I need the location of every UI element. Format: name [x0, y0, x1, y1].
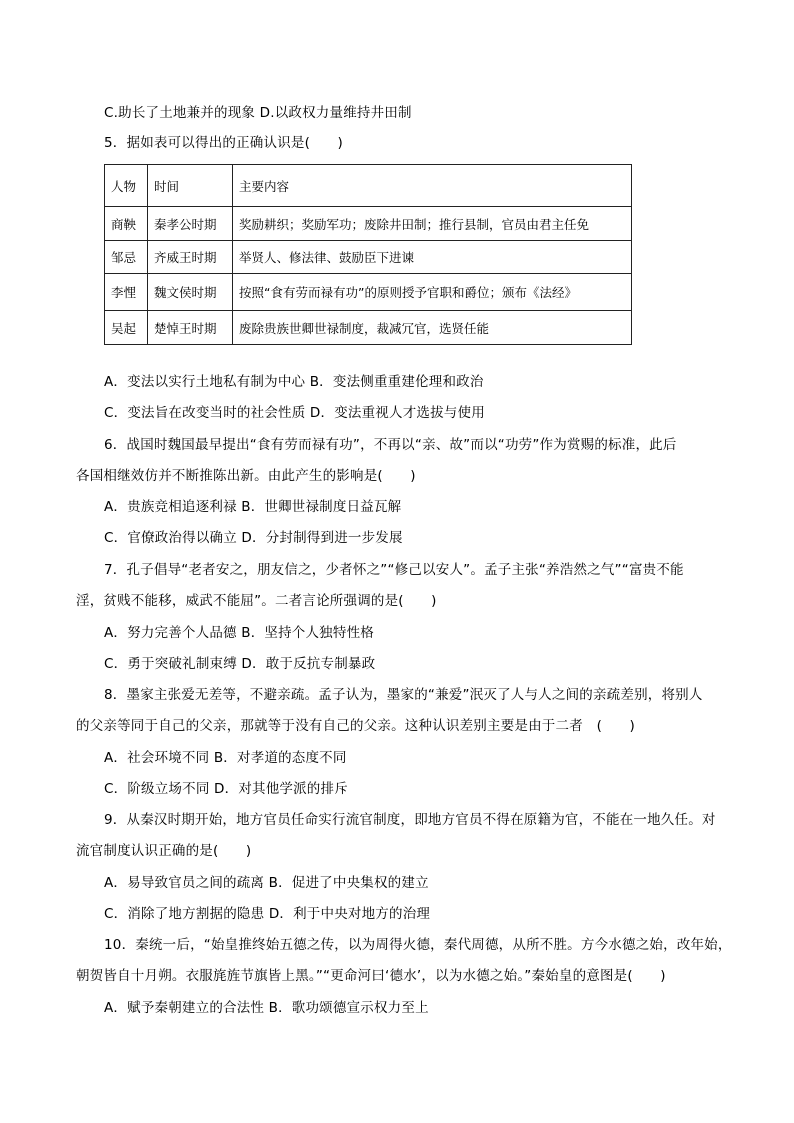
q6-stem: 6．战国时魏国最早提出“食有劳而禄有功”，不再以“亲、故”而以“功劳”作为赏赐的标准，此后 [104, 437, 677, 453]
table-cell: 商鞅 [105, 207, 148, 241]
q5-options-cd: C．变法旨在改变当时的社会性质 D．变法重视人才选拔与使用 [104, 405, 485, 421]
q9-options-ab: A．易导致官员之间的疏离 B．促进了中央集权的建立 [104, 875, 429, 891]
table-header-row [105, 165, 632, 207]
header-cell: 人物 [105, 165, 148, 207]
q6-options-cd: C．官僚政治得以确立 D．分封制得到进一步发展 [104, 530, 403, 546]
q8-options-ab: A．社会环境不同 B．对孝道的态度不同 [104, 750, 347, 766]
q7-stem: 7．孔子倡导“老者安之，朋友信之，少者怀之”“修己以安人”。孟子主张“养浩然之气”“富贵不能 [104, 562, 684, 578]
table-cell: 齐威王时期 [148, 241, 233, 274]
q10-options-ab: A．赋予秦朝建立的合法性 B．歌功颂德宣示权力至上 [104, 1000, 429, 1016]
table-cell: 奖励耕织；奖励军功；废除井田制；推行县制，官员由君主任免 [233, 207, 632, 241]
q8-stem: 8．墨家主张爱无差等，不避亲疏。孟子认为，墨家的“兼爱”泯灭了人与人之间的亲疏差别，将别人 [104, 687, 703, 703]
q8-stem-cont: 的父亲等同于自己的父亲，那就等于没有自己的父亲。这种认识差别主要是由于二者 ( ) [76, 718, 635, 734]
q9-stem: 9．从秦汉时期开始，地方官员任命实行流官制度，即地方官员不得在原籍为官，不能在一地久任。对 [104, 812, 716, 828]
q5-options-ab: A．变法以实行土地私有制为中心 B．变法侧重重建伦理和政治 [104, 374, 484, 390]
q5-stem: 5．据如表可以得出的正确认识是( ) [104, 135, 343, 151]
reform-table [104, 164, 632, 345]
table-cell: 秦孝公时期 [148, 207, 233, 241]
q6-stem-cont: 各国相继效仿并不断推陈出新。由此产生的影响是( ) [76, 468, 416, 484]
q7-options-ab: A．努力完善个人品德 B．坚持个人独特性格 [104, 625, 374, 641]
q10-stem: 10．秦统一后，“始皇推终始五德之传，以为周得火德，秦代周德，从所不胜。方今水德之始，改年始， [104, 937, 732, 953]
table-cell: 楚悼王时期 [148, 311, 233, 345]
table-row [105, 274, 632, 311]
table-cell: 废除贵族世卿世禄制度，裁减冗官，选贤任能 [233, 311, 632, 345]
table-row [105, 207, 632, 241]
q9-stem-cont: 流官制度认识正确的是( ) [76, 843, 252, 859]
table-row [105, 241, 632, 274]
q7-stem-cont: 淫，贫贱不能移，威武不能屈”。二者言论所强调的是( ) [76, 593, 437, 609]
q8-options-cd: C．阶级立场不同 D．对其他学派的排斥 [104, 781, 348, 797]
q6-options-ab: A．贵族竞相追逐利禄 B．世卿世禄制度日益瓦解 [104, 499, 402, 515]
table-cell: 李悝 [105, 274, 148, 311]
q10-stem-cont: 朝贺皆自十月朔。衣服旄旌节旗皆上黑。”“更命河曰‘德水’，以为水德之始。”秦始皇的意图是( ) [76, 968, 666, 984]
q9-options-cd: C．消除了地方割据的隐患 D．利于中央对地方的治理 [104, 906, 431, 922]
table-cell: 按照“食有劳而禄有功”的原则授予官职和爵位；颁布《法经》 [233, 274, 632, 311]
q7-options-cd: C．勇于突破礼制束缚 D．敢于反抗专制暴政 [104, 656, 376, 672]
table-cell: 魏文侯时期 [148, 274, 233, 311]
table-cell: 举贤人、修法律、鼓励臣下进谏 [233, 241, 632, 274]
header-cell: 时间 [148, 165, 233, 207]
table-row [105, 311, 632, 345]
table-cell: 邹忌 [105, 241, 148, 274]
q4-options-cd: C.助长了土地兼并的现象 D.以政权力量维持井田制 [104, 105, 412, 121]
header-cell: 主要内容 [233, 165, 632, 207]
table-cell: 吴起 [105, 311, 148, 345]
